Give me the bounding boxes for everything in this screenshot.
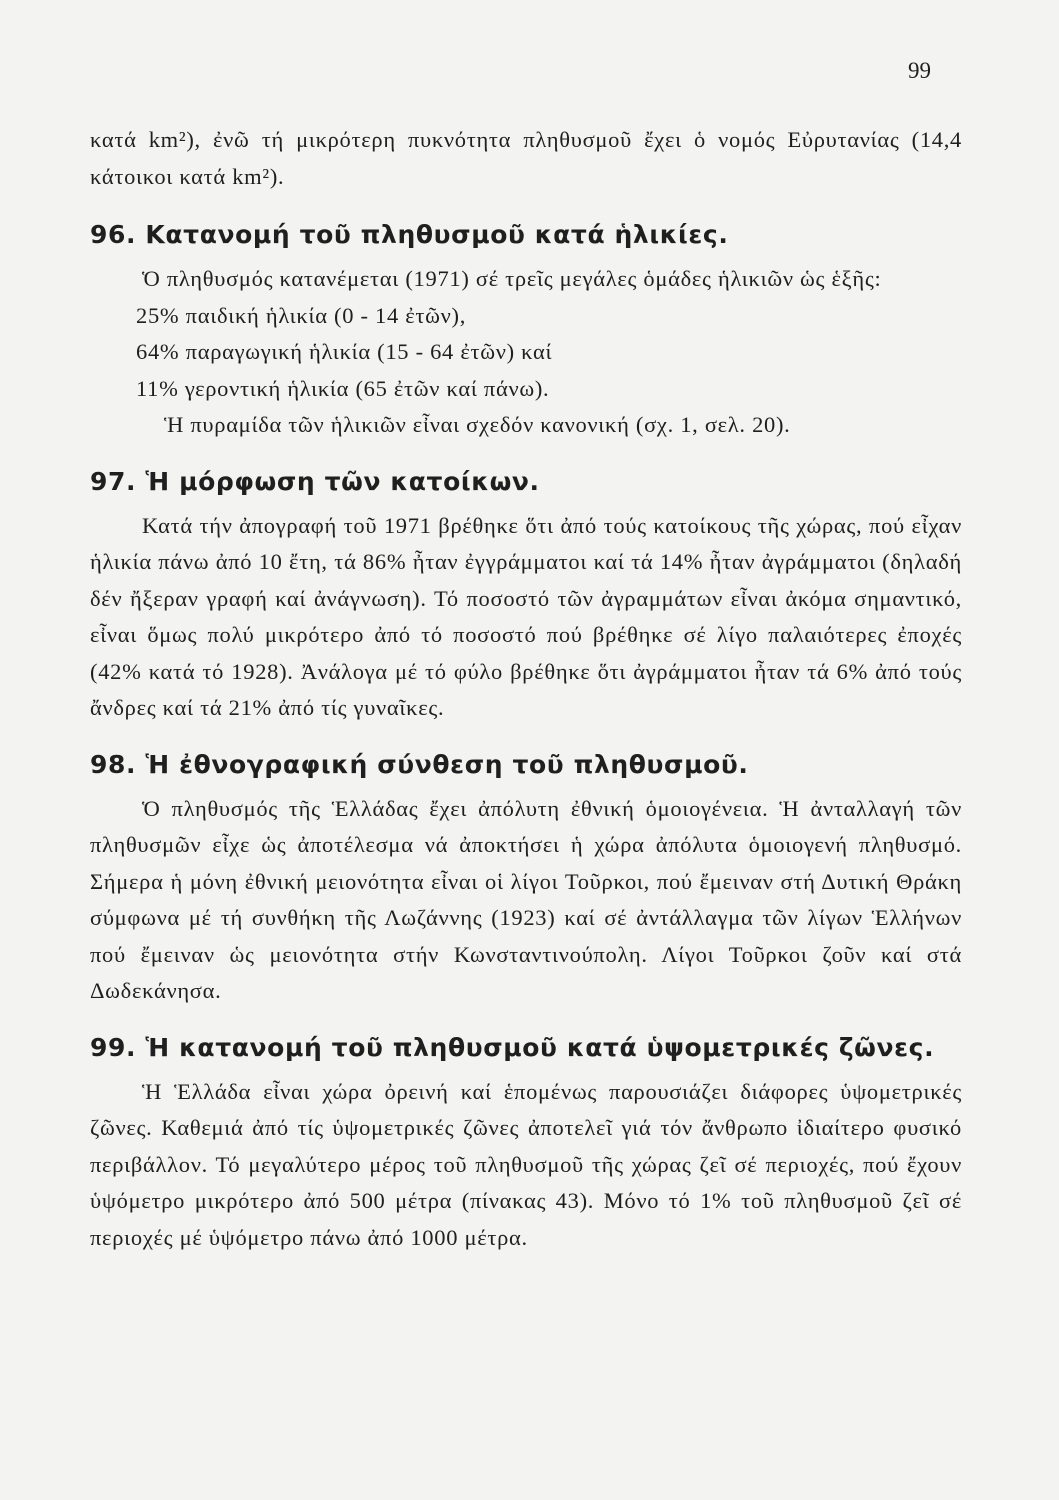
pyramid-note: Ἡ πυραμίδα τῶν ἡλικιῶν εἶναι σχεδόν κανονική (σχ. 1, σελ. 20). bbox=[164, 412, 791, 437]
list-item: 64% παραγωγική ἡλικία (15 - 64 ἐτῶν) καί bbox=[136, 339, 553, 364]
section-paragraph: Ἡ Ἑλλάδα εἶναι χώρα ὀρεινή καί ἑπομένως παρουσιάζει διάφορες ὑψομετρικές ζῶνες. Καθεμιά ἀπό τίς ὑψομετρικές ζῶνες ἀποτελεῖ γιά τόν ἄνθρωπο ἰδιαίτερο φυσικό περιβάλλον. Τό μεγαλύτερο μέρος τοῦ πληθυσμοῦ τῆς χώρας ζεῖ σέ περιοχές, πού ἔχουν ὑψόμετρο μικρότερο ἀπό 500 μέτρα (πίνακας 43). Μόνο τό 1% τοῦ πληθυσμοῦ ζεῖ σέ περιοχές μέ ὑψόμετρο πάνω ἀπό 1000 μέτρα. bbox=[90, 1078, 962, 1250]
age-group-list bbox=[90, 298, 962, 408]
section-paragraph: Κατά τήν ἀπογραφή τοῦ 1971 βρέθηκε ὅτι ἀπό τούς κατοίκους τῆς χώρας, πού εἶχαν ἡλικία πάνω ἀπό 10 ἔτη, τά 86% ἦταν ἐγγράμματοι καί τά 14% ἦταν ἀγράμματοι (δηλαδή δέν ἤξεραν γραφή καί ἀνάγνωση). Τό ποσοστό τῶν ἀγραμμάτων εἶναι ἀκόμα σημαντικό, εἶναι ὅμως πολύ μικρότερο ἀπό τό ποσοστό πού βρέθηκε σέ λίγο παλαιότερες ἐποχές (42% κατά τό 1928). Ἀνάλογα μέ τό φύλο βρέθηκε ὅτι ἀγράμματοι ἦταν τά 6% ἀπό τούς ἄνδρες καί τά 21% ἀπό τίς γυναῖκες. bbox=[90, 512, 962, 720]
list-item: 25% παιδική ἡλικία (0 - 14 ἐτῶν), bbox=[136, 302, 467, 328]
section-paragraph: Ὁ πληθυσμός τῆς Ἑλλάδας ἔχει ἀπόλυτη ἐθνική ὁμοιογένεια. Ἡ ἀνταλλαγή τῶν πληθυσμῶν εἶχε ὡς ἀποτέλεσμα νά ἀποκτήσει ἡ χώρα ἀπόλυτα ὁμοιογενή πληθυσμό. Σήμερα ἡ μόνη ἐθνική μειονότητα εἶναι οἱ λίγοι Τοῦρκοι, πού ἔμειναν στή Δυτική Θράκη σύμφωνα μέ τή συνθήκη τῆς Λωζάννης (1923) καί σέ ἀντάλλαγμα τῶν λίγων Ἑλλήνων πού ἔμειναν ὡς μειονότητα στήν Κωνσταντινούπολη. Λίγοι Τοῦρκοι ζοῦν καί στά Δωδεκάνησα. bbox=[90, 795, 962, 1003]
page-body bbox=[90, 122, 962, 1256]
intro-paragraph: κατά km²), ἐνῶ τή μικρότερη πυκνότητα πληθυσμοῦ ἔχει ὁ νομός Εὐρυτανίας (14,4 κάτοικοι κατά km²). bbox=[90, 127, 962, 189]
section-heading: 96. Κατανομή τοῦ πληθυσμοῦ κατά ἡλικίες. bbox=[90, 220, 729, 249]
section-paragraph: Ὁ πληθυσμός κατανέμεται (1971) σέ τρεῖς μεγάλες ὁμάδες ἡλικιῶν ὡς ἑξῆς: bbox=[142, 266, 882, 291]
section-97 bbox=[90, 464, 962, 727]
section-heading: 97. Ἡ μόρφωση τῶν κατοίκων. bbox=[90, 466, 540, 496]
section-heading: 98. Ἡ ἐθνογραφική σύνθεση τοῦ πληθυσμοῦ. bbox=[90, 749, 749, 779]
list-item: 11% γεροντική ἡλικία (65 ἐτῶν καί πάνω). bbox=[136, 375, 550, 401]
section-96 bbox=[90, 217, 962, 444]
page-number: 99 bbox=[908, 58, 931, 83]
section-99 bbox=[90, 1030, 962, 1257]
section-98 bbox=[90, 747, 962, 1010]
section-heading: 99. Ἡ κατανομή τοῦ πληθυσμοῦ κατά ὑψομετρικές ζῶνες. bbox=[90, 1032, 935, 1062]
